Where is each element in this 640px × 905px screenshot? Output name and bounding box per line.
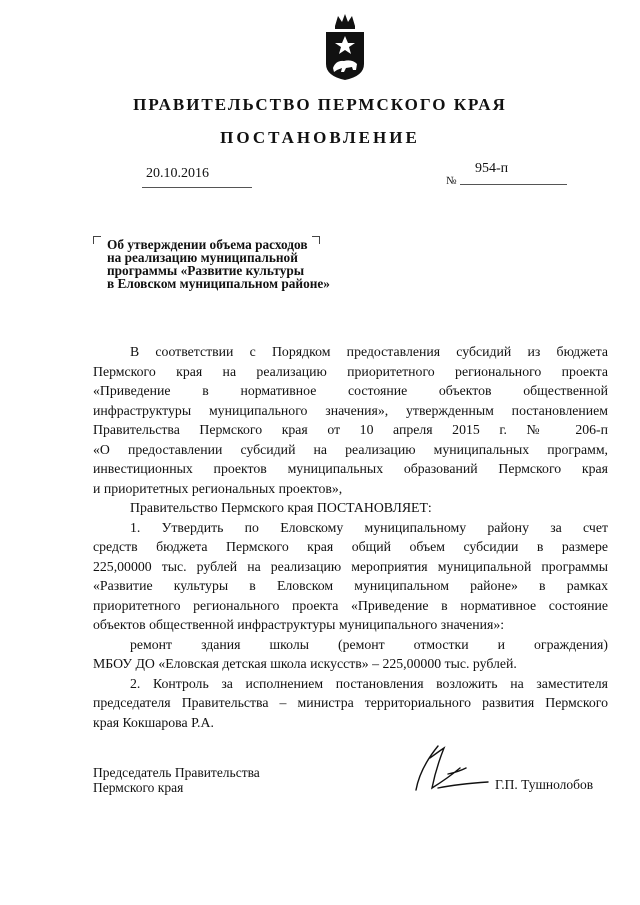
body-line: 225,00000 тыс. рублей на реализацию мероприятия муниципальной программы [93,558,608,574]
body-line: 1. Утвердить по Еловскому муниципальному району за счет [130,519,608,535]
body-line: инфраструктуры муниципального значения», утвержденным постановлением [93,402,608,418]
body-line: Пермского края на реализацию приоритетного регионального проекта [93,363,608,379]
body-line: «Приведение в нормативное состояние объектов общественной [93,383,608,398]
signatory-name: Г.П. Тушнолобов [495,777,594,792]
number-underline [460,184,567,185]
coat-of-arms-icon [322,12,368,82]
body-line: 2. Контроль за исполнением постановления возложить на заместителя [130,675,608,691]
document-body [93,342,608,732]
subject-line: программы «Развитие культуры [107,263,305,278]
body-line: председателя Правительства – министра территориального развития Пермского [93,695,608,710]
document-date: 20.10.2016 [146,166,209,181]
body-line: объектов общественной инфраструктуры муниципального значения»: [93,617,505,632]
document-subject [107,238,367,290]
subject-line: в Еловском муниципальном районе» [107,276,330,291]
subject-line: Об утверждении объема расходов [107,237,308,252]
body-line: приоритетного регионального проекта «Приведение в нормативное состояние [93,597,608,613]
body-line: В соответствии с Порядком предоставления субсидий из бюджета [130,344,608,359]
body-line: и приоритетных региональных проектов», [93,480,343,496]
government-name: ПРАВИТЕЛЬСТВО ПЕРМСКОГО КРАЯ [133,95,507,114]
signatory-title-line: Председатель Правительства [93,765,260,780]
signatory-title-line: Пермского края [93,780,184,795]
document-type: ПОСТАНОВЛЕНИЕ [220,128,420,147]
signatory-title [93,765,260,795]
body-line: «Развитие культуры в Еловском муниципальном районе» в рамках [93,578,608,593]
body-line: инвестиционных проектов муниципальных образований Пермского края [93,461,608,476]
body-line: «О предоставлении субсидий на реализацию муниципальных программ, [93,441,608,457]
body-line: ремонт здания школы (ремонт отмостки и ограждения) [130,636,608,652]
body-line: МБОУ ДО «Еловская детская школа искусств» – 225,00000 тыс. рублей. [93,656,517,671]
body-line: средств бюджета Пермского края общий объем субсидии в размере [93,539,608,554]
document-number: 954-п [475,161,509,176]
date-underline [142,187,252,188]
handwritten-signature [408,738,498,798]
number-sign: № [446,175,457,187]
subject-bracket-left [93,236,101,244]
subject-line: на реализацию муниципальной [107,250,298,265]
body-line: края Кокшарова Р.А. [93,714,214,730]
body-line: Правительство Пермского края ПОСТАНОВЛЯЕТ: [130,500,432,515]
body-line: Правительства Пермского края от 10 апреля 2015 г. № 206-п [93,422,608,437]
